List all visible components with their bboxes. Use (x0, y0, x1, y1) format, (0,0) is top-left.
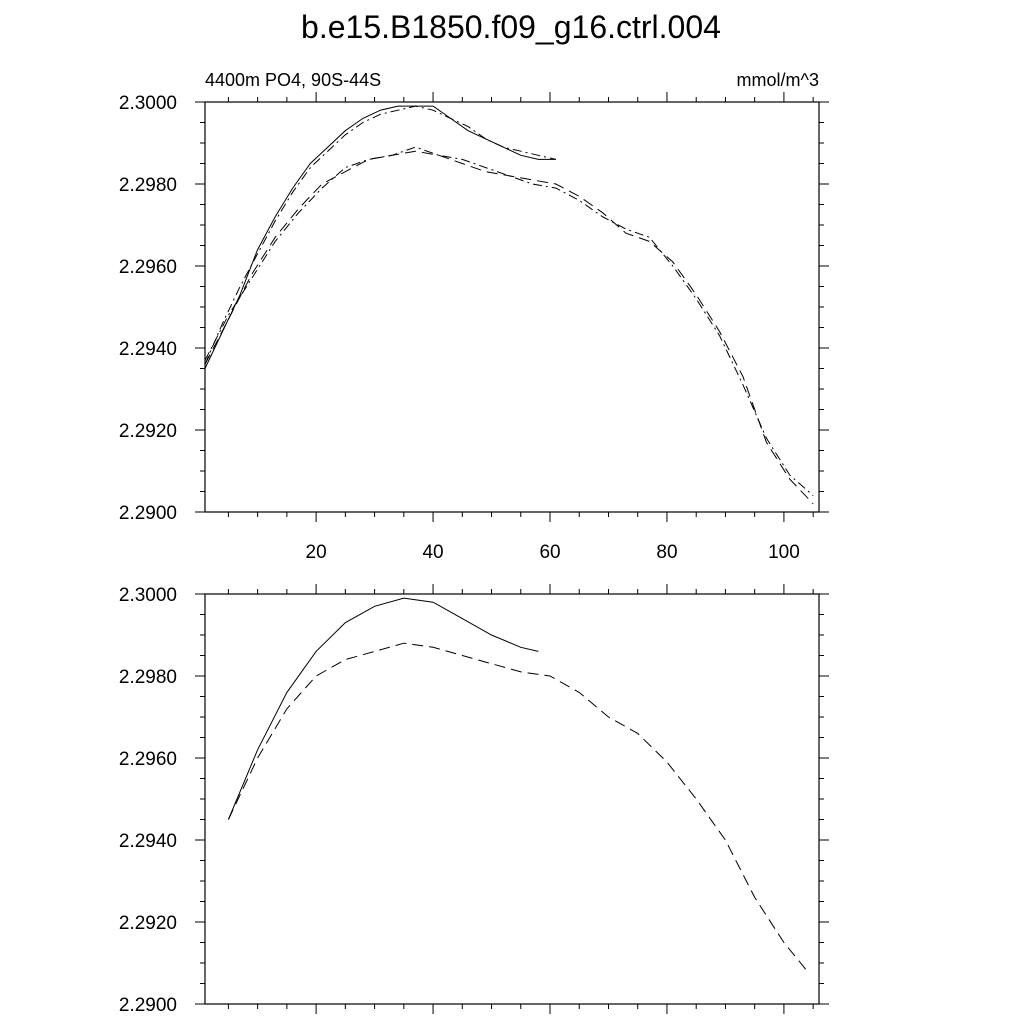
top-y-tick-label: 2.2940 (118, 339, 177, 360)
bottom-y-tick-label: 2.2920 (118, 913, 177, 934)
top-series-2-dash-dot-line (205, 106, 556, 364)
top-series-1-solid-line (205, 106, 556, 368)
bottom-series-1-solid-line (228, 598, 538, 819)
top-y-tick-label: 2.2900 (118, 503, 177, 524)
top-panel-units-label: mmol/m^3 (736, 70, 819, 90)
bottom-plot-frame (205, 594, 819, 1004)
top-x-tick-label: 20 (305, 542, 327, 563)
bottom-y-tick-label: 2.2940 (118, 831, 177, 852)
top-y-tick-label: 2.3000 (118, 93, 177, 114)
bottom-y-tick-label: 2.2980 (118, 667, 177, 688)
bottom-y-tick-label: 2.2900 (118, 995, 177, 1016)
figure-title: b.e15.B1850.f09_g16.ctrl.004 (301, 9, 721, 45)
bottom-series-2-dashed-line (228, 643, 807, 971)
top-x-tick-label: 60 (539, 542, 561, 563)
top-y-tick-label: 2.2920 (118, 421, 177, 442)
top-panel-variable-label: 4400m PO4, 90S-44S (205, 70, 382, 90)
bottom-panel (119, 584, 829, 1016)
top-x-tick-label: 80 (656, 542, 678, 563)
top-x-tick-label: 40 (422, 542, 444, 563)
top-y-tick-label: 2.2980 (118, 175, 177, 196)
top-y-tick-label: 2.2960 (118, 257, 177, 278)
top-panel-plot-area (119, 92, 829, 563)
bottom-y-tick-label: 2.2960 (118, 749, 177, 770)
bottom-panel-plot-area (119, 584, 829, 1016)
top-series-4-dash-dot-line (205, 147, 813, 496)
top-series-3-dashed-line (205, 151, 813, 504)
top-x-tick-label: 100 (768, 542, 800, 563)
top-plot-frame (205, 102, 819, 512)
top-panel (119, 70, 829, 563)
bottom-y-tick-label: 2.3000 (118, 585, 177, 606)
